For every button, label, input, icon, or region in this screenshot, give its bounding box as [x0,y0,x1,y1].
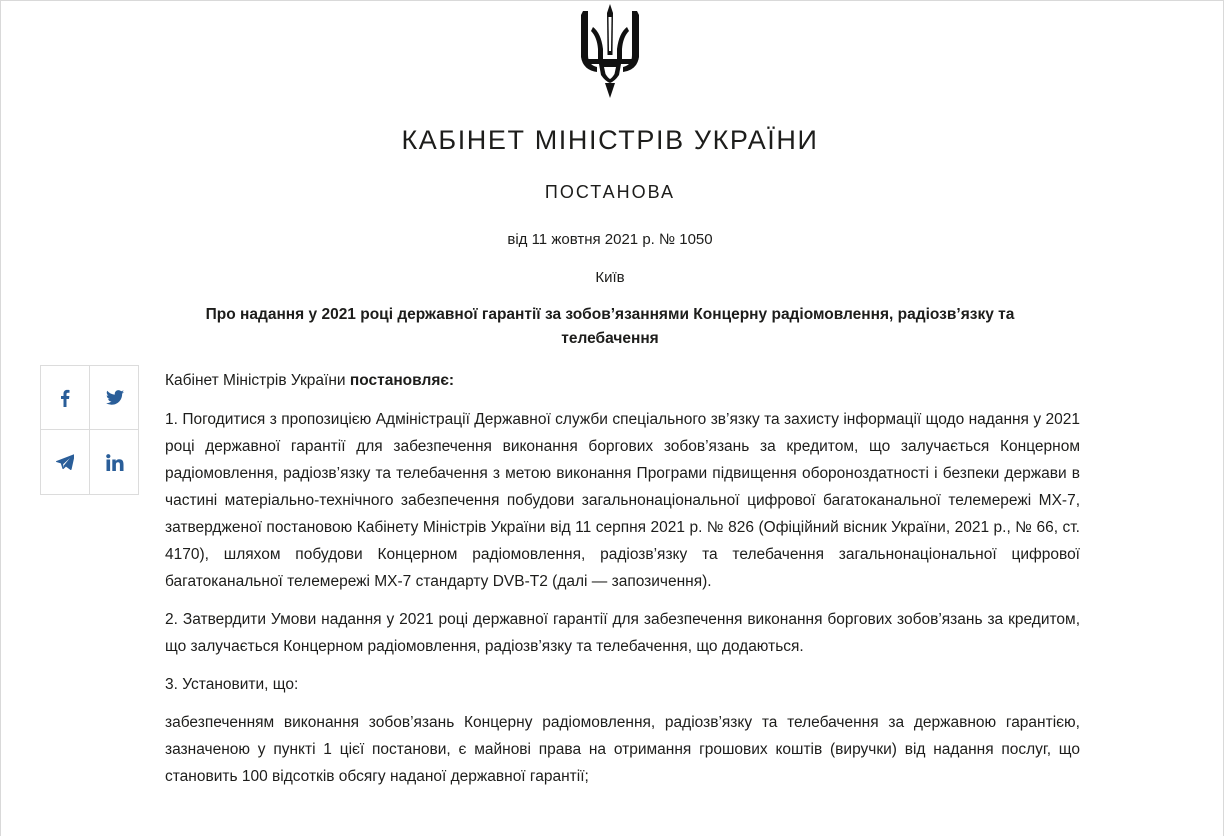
paragraph-4: забезпеченням виконання зобов’язань Концерну радіомовлення, радіозв’язку та телебачення за державною гарантією, зазначеною у пункті 1 цієї постанови, є майнові права на отримання грошових коштів (виручки) від надання послуг, що становить 100 відсотків обсягу наданої державної гарантії; [165,714,1080,785]
share-facebook-button[interactable] [41,366,90,430]
intro-text: Кабінет Міністрів України [165,372,350,389]
share-linkedin-button[interactable] [90,430,139,494]
share-telegram-button[interactable] [41,430,90,494]
twitter-icon [106,390,124,405]
emblem-trident-icon [579,3,641,99]
document-date-number: від 11 жовтня 2021 р. № 1050 [507,231,713,248]
paragraph-1: 1. Погодитися з пропозицією Адміністрації Державної служби спеціального зв’язку та захисту інформації щодо надання у 2021 році державної гарантії для забезпечення виконання боргових зобов’язань за кредитом, що залучається Концерном радіомовлення, радіозв’язку та телебачення з метою виконання Програми підвищення обороноздатності і безпеки держави в частині матеріально-технічного забезпечення побудови загальнонаціональної цифрової багатоканальної телемережі МХ-7, затвердженої постановою Кабінету Міністрів України від 11 серпня 2021 р. № 826 (Офіційний вісник України, 2021 р., № 66, ст. 4170), шляхом побудови Концерном радіомовлення, радіозв’язку та телебачення загальнонаціональної цифрової багатоканальної телемережі МХ-7 стандарту DVB-T2 (далі — запозичення). [165,411,1080,590]
paragraph-2: 2. Затвердити Умови надання у 2021 році державної гарантії для забезпечення виконання боргових зобов’язань за кредитом, що залучається Концерном радіомовлення, радіозв’язку та телебачення, що додаються. [165,611,1080,655]
telegram-icon [56,454,74,470]
linkedin-icon [106,454,124,471]
share-panel [40,365,139,495]
document-body [165,367,1080,801]
document-place: Київ [595,269,625,286]
intro-decree-word: постановляє: [349,372,455,389]
facebook-icon [60,389,70,407]
document-heading: Про надання у 2021 році державної гарантії за зобов’язаннями Концерну радіомовлення, радіозв’язку та телебачення [205,306,1015,347]
share-twitter-button[interactable] [90,366,139,430]
intro-paragraph [165,367,1080,394]
paragraph-3: 3. Установити, що: [165,676,299,693]
organization-title: КАБІНЕТ МІНІСТРІВ УКРАЇНИ [401,125,819,155]
document-type: ПОСТАНОВА [544,182,676,202]
